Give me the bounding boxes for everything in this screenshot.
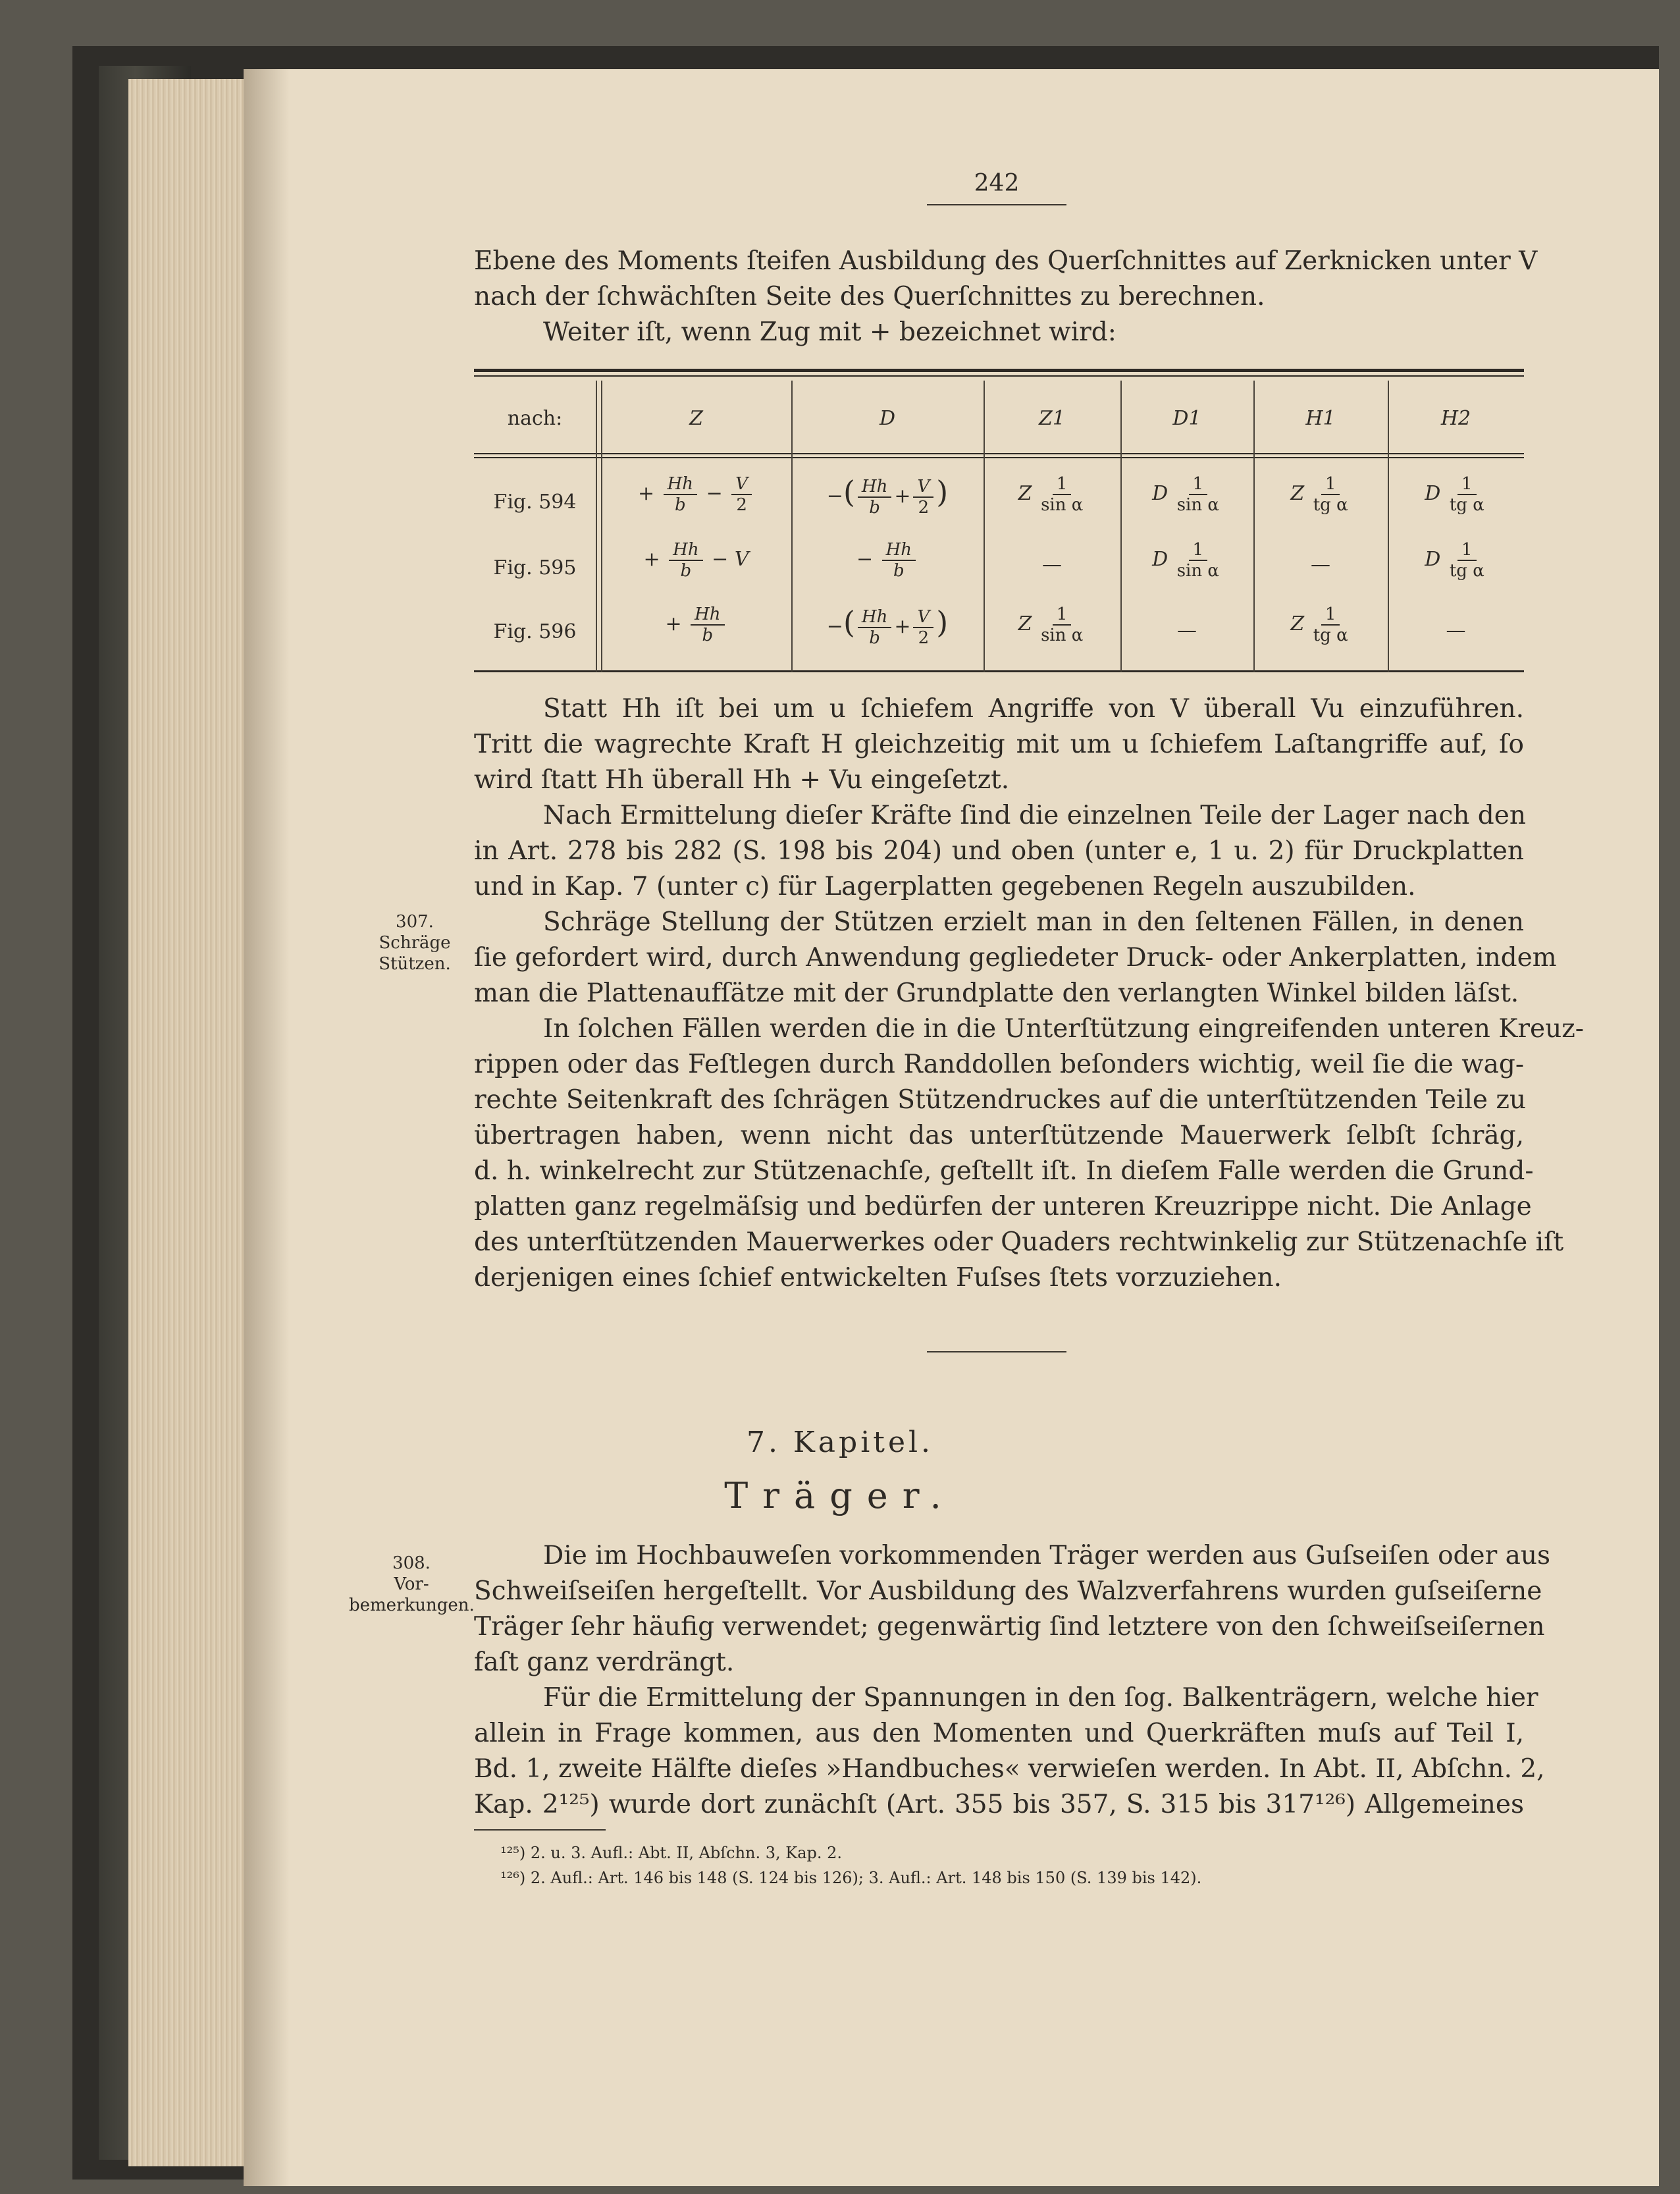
table-header-rule bbox=[474, 453, 1524, 454]
table-header-D1: D1 bbox=[1172, 407, 1201, 430]
para3-line-8: d. h. winkelrecht zur Stützenachſe, geſtellt iſt. In dieſem Falle werden die Grund- bbox=[474, 1156, 1534, 1186]
para4-line-2: Schweiſseiſen hergeſtellt. Vor Ausbildung des Walzverfahrens wurden guſseiſerne bbox=[474, 1576, 1542, 1606]
table-header-Z: Z bbox=[689, 407, 703, 430]
para1-line-1: Ebene des Moments ſteifen Ausbildung des Querſchnittes auf Zerknicken unter V bbox=[474, 246, 1538, 276]
table-row-label: Fig. 594 bbox=[493, 491, 577, 514]
cell-596-Z: + $\frac{Hh}{b}$ bbox=[601, 604, 791, 645]
cell-594-H1: Z $\frac{1}{\text{tg α}}$ bbox=[1290, 474, 1348, 515]
para3-line-3: man die Plattenaufſätze mit der Grundplatte den verlangten Winkel bilden läſst. bbox=[474, 978, 1519, 1008]
footnote-rule bbox=[474, 1829, 606, 1831]
table-col-sep bbox=[596, 381, 597, 672]
page-stack bbox=[128, 79, 253, 2166]
cell-596-H1: Z $\frac{1}{\text{tg α}}$ bbox=[1290, 604, 1348, 645]
table-bottom-rule bbox=[474, 670, 1524, 672]
para3-line-2: ſie gefordert wird, durch Anwendung gegliedeter Druck- oder Ankerplatten, indem bbox=[474, 943, 1557, 973]
cell-595-H1: — bbox=[1311, 553, 1330, 576]
table-header-Z1: Z1 bbox=[1039, 407, 1065, 430]
table-header-rule-2 bbox=[474, 457, 1524, 458]
para4-line-8: Kap. 2¹²⁵) wurde dort zunächſt (Art. 355 bis 357, S. 315 bis 317¹²⁶) Allgemeines bbox=[474, 1790, 1524, 1819]
para2-line-1: Statt Hh iſt bei um u ſchiefem Angriffe von V überall Vu einzuführen. bbox=[543, 694, 1524, 724]
table-row-label: Fig. 596 bbox=[493, 620, 577, 643]
para4-line-1: Die im Hochbauweſen vorkommenden Träger werden aus Guſseiſen oder aus bbox=[543, 1541, 1551, 1570]
para4-line-6: allein in Frage kommen, aus den Momenten und Querkräften muſs auf Teil I, bbox=[474, 1719, 1524, 1748]
para3-line-6: rechte Seitenkraft des ſchrägen Stützendruckes auf die unterſtützenden Teile zu bbox=[474, 1085, 1527, 1115]
para1-line-3: Weiter iſt, wenn Zug mit + bezeichnet wird: bbox=[543, 317, 1116, 347]
para3-line-10: des unterſtützenden Mauerwerkes oder Quaders rechtwinkelig zur Stützenachſe iſt bbox=[474, 1227, 1564, 1257]
para3-line-4: In ſolchen Fällen werden die in die Unterſtützung eingreifenden unteren Kreuz- bbox=[543, 1014, 1584, 1044]
para3-line-5: rippen oder das Feſtlegen durch Randdollen beſonders wichtig, weil ſie die wag- bbox=[474, 1050, 1524, 1079]
para4-line-4: faſt ganz verdrängt. bbox=[474, 1647, 735, 1677]
para2-line-5: in Art. 278 bis 282 (S. 198 bis 204) und oben (unter e, 1 u. 2) für Druckplatten bbox=[474, 836, 1524, 866]
para4-line-5: Für die Ermittelung der Spannungen in den ſog. Balkenträgern, welche hier bbox=[543, 1683, 1538, 1713]
para2-line-6: und in Kap. 7 (unter c) für Lagerplatten gegebenen Regeln auszubilden. bbox=[474, 872, 1416, 901]
para4-line-7: Bd. 1, zweite Hälfte dieſes »Handbuches« verwieſen werden. In Abt. II, Abſchn. 2, bbox=[474, 1754, 1545, 1784]
table-top-rule bbox=[474, 369, 1524, 372]
para2-line-4: Nach Ermittelung dieſer Kräfte ſind die einzelnen Teile der Lager nach den bbox=[543, 801, 1526, 830]
cell-595-D: − $\frac{Hh}{b}$ bbox=[791, 540, 984, 581]
cell-595-Z1: — bbox=[1042, 553, 1062, 576]
table-top-rule-thin bbox=[474, 375, 1524, 377]
page-number-rule bbox=[927, 204, 1066, 205]
cell-594-H2: D $\frac{1}{\text{tg α}}$ bbox=[1425, 474, 1484, 515]
cell-595-Z: + $\frac{Hh}{b}$ − V bbox=[643, 540, 749, 581]
cell-596-D: −( $\frac{Hh}{b}$ + $\frac{V}{2}$ ) bbox=[826, 604, 949, 648]
cell-596-H2: — bbox=[1446, 619, 1466, 642]
cell-594-Z1: Z $\frac{1}{\text{sin α}}$ bbox=[1018, 474, 1084, 515]
page-gutter-shadow bbox=[244, 69, 290, 2186]
section-divider bbox=[927, 1351, 1066, 1352]
table-header-D: D bbox=[879, 407, 896, 430]
cell-595-D1: D $\frac{1}{\text{sin α}}$ bbox=[1152, 540, 1219, 581]
margin-note-307: 307. Schräge Stützen. bbox=[379, 912, 451, 974]
cell-594-Z: + $\frac{Hh}{b}$ − $\frac{V}{2}$ bbox=[601, 474, 791, 515]
table-header-H2: H2 bbox=[1440, 407, 1471, 430]
para2-line-3: wird ſtatt Hh überall Hh + Vu eingeſetzt. bbox=[474, 765, 1010, 795]
cell-594-D: −( $\frac{Hh}{b}$ + $\frac{V}{2}$ ) bbox=[826, 474, 949, 518]
cell-594-D1: D $\frac{1}{\text{sin α}}$ bbox=[1152, 474, 1219, 515]
para3-line-1: Schräge Stellung der Stützen erzielt man in den ſeltenen Fällen, in denen bbox=[543, 907, 1524, 937]
para3-line-7: übertragen haben, wenn nicht das unterſtützende Mauerwerk ſelbſt ſchräg, bbox=[474, 1121, 1524, 1150]
para1-line-2: nach der ſchwächſten Seite des Querſchnittes zu berechnen. bbox=[474, 282, 1265, 311]
para4-line-3: Träger ſehr häufig verwendet; gegenwärtig ſind letztere von den ſchweiſseiſernen bbox=[474, 1612, 1545, 1642]
cell-596-D1: — bbox=[1177, 619, 1197, 642]
table-row-label: Fig. 595 bbox=[493, 556, 577, 579]
cell-596-Z1: Z $\frac{1}{\text{sin α}}$ bbox=[1018, 604, 1084, 645]
table-header-nach: nach: bbox=[507, 407, 563, 430]
margin-note-308: 308. Vor- bemerkungen. bbox=[349, 1553, 475, 1615]
para3-line-9: platten ganz regelmäſsig und bedürfen der unteren Kreuzrippe nicht. Die Anlage bbox=[474, 1192, 1532, 1221]
chapter-number: 7. Kapitel. bbox=[746, 1426, 934, 1459]
cell-595-H2: D $\frac{1}{\text{tg α}}$ bbox=[1425, 540, 1484, 581]
page-number: 242 bbox=[974, 170, 1020, 197]
chapter-title: Träger. bbox=[724, 1475, 956, 1516]
footnote-125: ¹²⁵) 2. u. 3. Aufl.: Abt. II, Abſchn. 3, Kap. 2. bbox=[500, 1844, 843, 1862]
para3-line-11: derjenigen eines ſchief entwickelten Fuſses ſtets vorzuziehen. bbox=[474, 1263, 1282, 1293]
para2-line-2: Tritt die wagrechte Kraft H gleichzeitig mit um u ſchiefem Laſtangriffe auf, ſo bbox=[474, 730, 1524, 759]
footnote-126: ¹²⁶) 2. Aufl.: Art. 146 bis 148 (S. 124 bis 126); 3. Aufl.: Art. 148 bis 150 (S. 139 bis 142). bbox=[500, 1869, 1202, 1887]
table-header-H1: H1 bbox=[1305, 407, 1336, 430]
